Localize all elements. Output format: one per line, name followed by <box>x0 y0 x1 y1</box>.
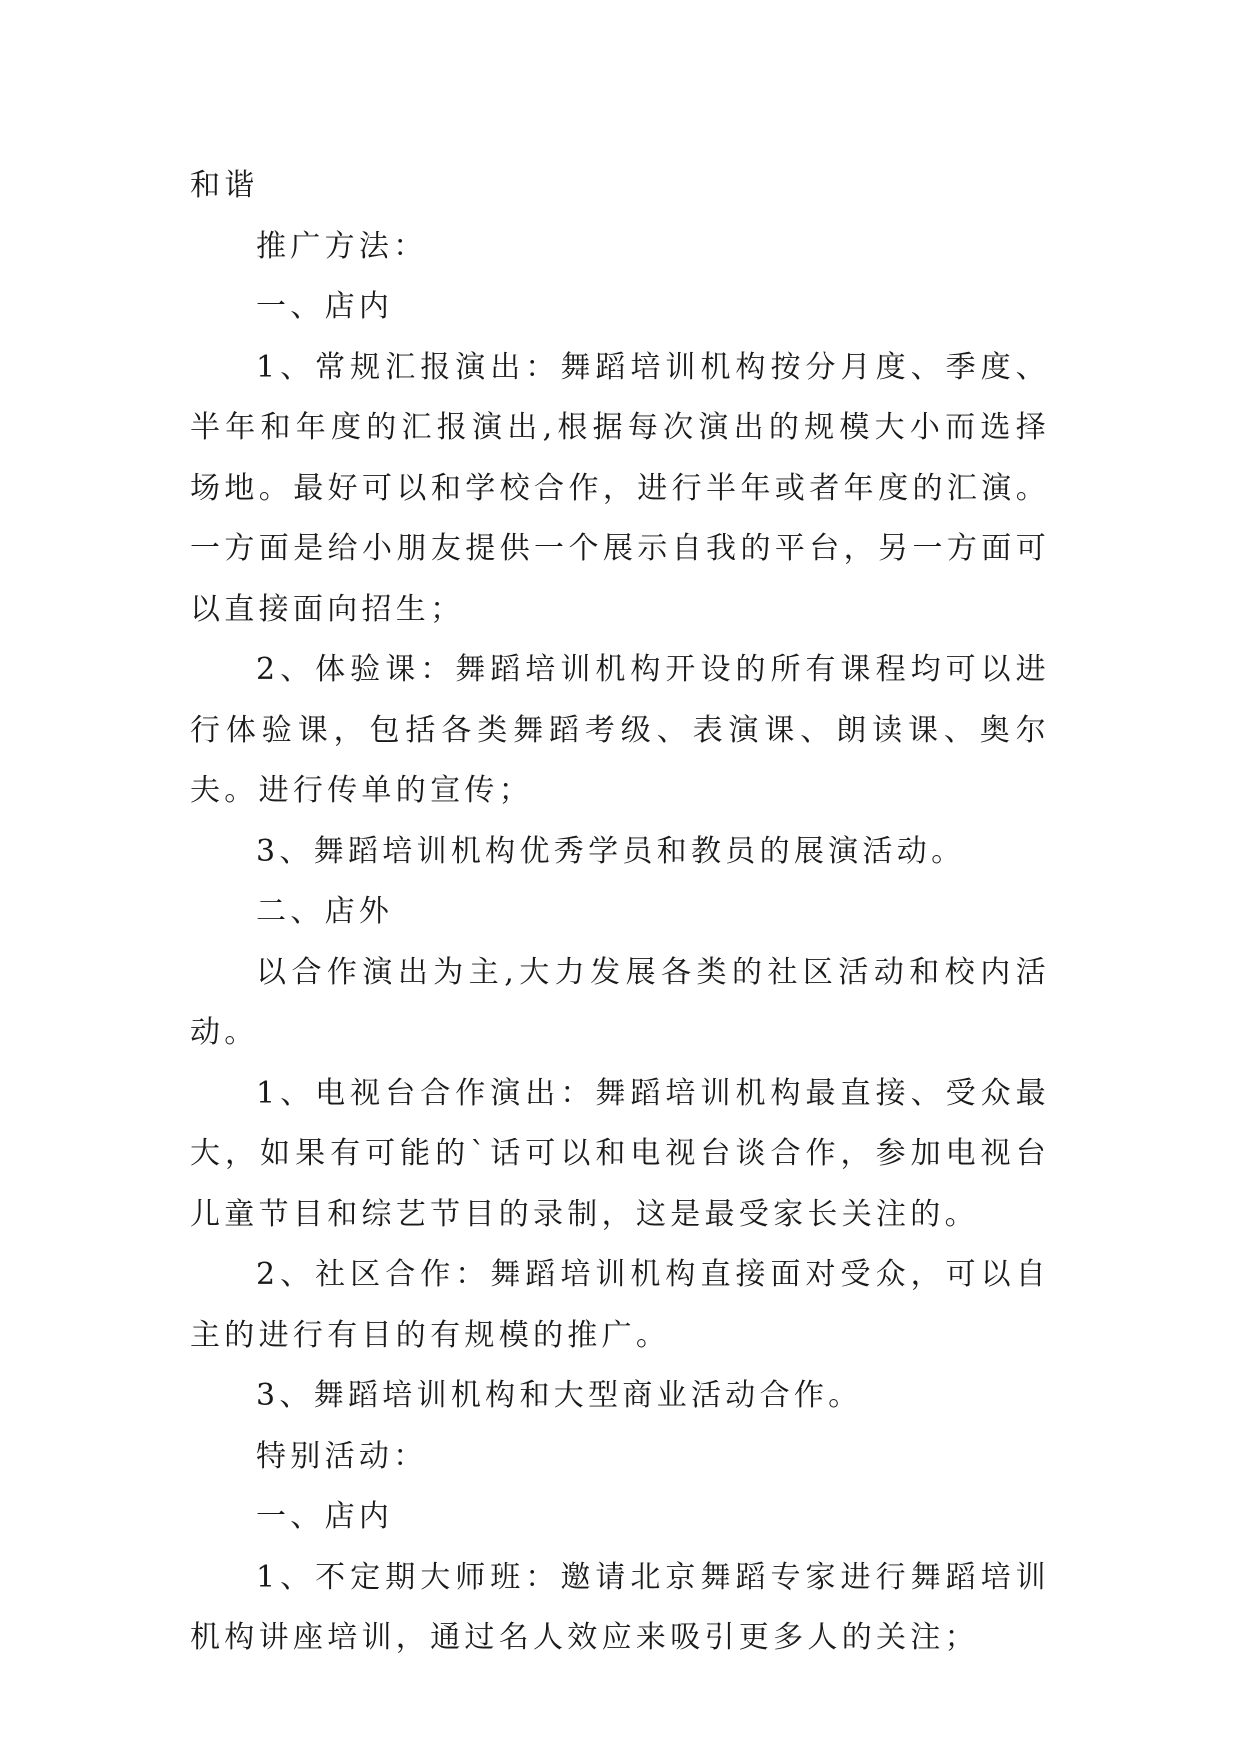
paragraph: 2、体验课：舞蹈培训机构开设的所有课程均可以进行体验课，包括各类舞蹈考级、表演课、朗读课、奥尔夫。进行传单的宣传； <box>190 652 1050 808</box>
paragraph: 3、舞蹈培训机构优秀学员和教员的展演活动。 <box>256 833 966 869</box>
paragraph: 1、电视台合作演出：舞蹈培训机构最直接、受众最大，如果有可能的`话可以和电视台谈合作，参加电视台儿童节目和综艺节目的录制，这是最受家长关注的。 <box>190 1075 1050 1232</box>
paragraph: 3、舞蹈培训机构和大型商业活动合作。 <box>256 1378 863 1413</box>
paragraph: 以合作演出为主,大力发展各类的社区活动和校内活动。 <box>190 954 1050 1050</box>
paragraph: 1、常规汇报演出：舞蹈培训机构按分月度、季度、半年和年度的汇报演出,根据每次演出的规模大小而选择场地。最好可以和学校合作，进行半年或者年度的汇演。一方面是给小朋友提供一个展示自我的平台，另一方面可以直接面向招生； <box>190 349 1050 627</box>
document-body <box>190 156 1050 1669</box>
subsection-heading-out-of-store: 二、店外 <box>256 894 394 929</box>
subsection-heading-in-store: 一、店内 <box>256 1499 394 1534</box>
section-heading-special-activities: 特别活动： <box>256 1438 428 1474</box>
section-heading-promotion-methods: 推广方法： <box>256 228 428 264</box>
paragraph: 和谐 <box>190 168 259 203</box>
subsection-heading-in-store: 一、店内 <box>256 289 394 324</box>
paragraph: 1、不定期大师班：邀请北京舞蹈专家进行舞蹈培训机构讲座培训，通过名人效应来吸引更多人的关注； <box>190 1559 1050 1655</box>
paragraph: 2、社区合作：舞蹈培训机构直接面对受众，可以自主的进行有目的有规模的推广。 <box>190 1257 1050 1353</box>
